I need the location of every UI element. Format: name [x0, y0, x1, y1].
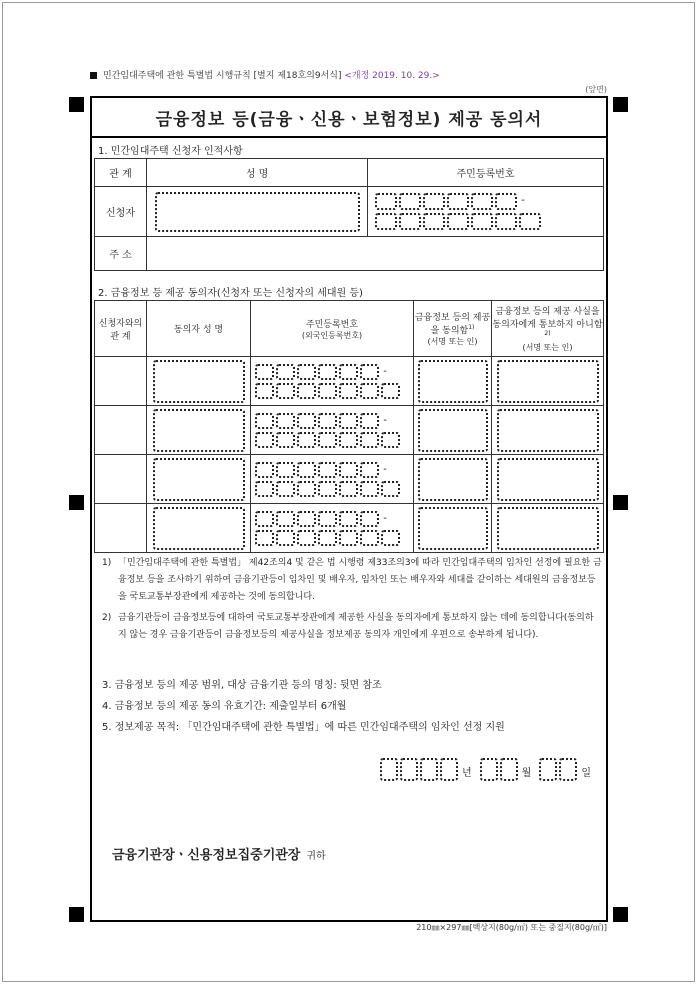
registration-mark-top-right: [613, 97, 628, 112]
rrn-digit[interactable]: [276, 364, 295, 380]
registration-mark-bottom-left: [69, 907, 84, 922]
rrn-digit[interactable]: [318, 530, 337, 546]
col-rrn: 주민등록번호: [368, 159, 604, 187]
rrn-digit[interactable]: [360, 432, 379, 448]
rrn-digit[interactable]: [255, 413, 274, 429]
consenter-row: [95, 455, 604, 504]
rrn-digit[interactable]: [255, 462, 274, 478]
rrn-digit[interactable]: [318, 462, 337, 478]
rrn-digit[interactable]: [297, 511, 316, 527]
notify-signature-field[interactable]: [497, 458, 599, 501]
applicant-table: [94, 158, 604, 271]
rrn-digit[interactable]: [360, 364, 379, 380]
rrn-digit[interactable]: [375, 193, 397, 210]
rrn-digit[interactable]: [360, 383, 379, 399]
applicant-name-cell: [147, 187, 368, 237]
day-digit[interactable]: [559, 758, 577, 781]
rrn-digit[interactable]: [471, 213, 493, 230]
note-text: 금융기관등이 금융정보등에 대하여 국토교통부장관에게 제공한 사실을 동의자에게 통보하지 않는 데에 동의합니다(동의하지 않는 경우 금융기관등이 금융정보등의 제공사실을 정보제공 동의자 개인에게 우편으로 송부하게 됩니다).: [118, 613, 594, 640]
consenter-relation-field[interactable]: [95, 357, 147, 406]
rrn-digit[interactable]: [381, 432, 400, 448]
rrn-digit[interactable]: [360, 530, 379, 546]
rrn-digit[interactable]: [360, 462, 379, 478]
col2-consent-sign: (서명 또는 인): [427, 337, 478, 346]
consenter-row: [95, 406, 604, 455]
rrn-dash: -: [383, 365, 387, 377]
rrn-digit[interactable]: [471, 193, 493, 210]
rrn-digit[interactable]: [297, 432, 316, 448]
rrn-digit[interactable]: [297, 364, 316, 380]
page-side-label: (앞면): [585, 85, 607, 94]
rrn-digit[interactable]: [297, 481, 316, 497]
rrn-digit[interactable]: [255, 432, 274, 448]
consenter-row: [95, 504, 604, 553]
rrn-digit[interactable]: [381, 481, 400, 497]
col2-rrn: 주민등록번호: [305, 319, 359, 330]
day-unit: 일: [581, 768, 592, 779]
addressee-name: 금융기관장ㆍ신용정보집중기관장: [112, 848, 301, 863]
rrn-dash: -: [383, 512, 387, 524]
col-name: 성 명: [147, 159, 368, 187]
year-digit[interactable]: [380, 758, 398, 781]
col2-notify-header: [492, 301, 604, 357]
rrn-digit[interactable]: [276, 481, 295, 497]
rrn-digit[interactable]: [339, 530, 358, 546]
addressee: [112, 844, 326, 863]
rrn-digit[interactable]: [276, 511, 295, 527]
rrn-digit[interactable]: [318, 432, 337, 448]
rrn-digit[interactable]: [297, 383, 316, 399]
note-number: 1): [102, 558, 112, 568]
col2-relation: 신청자와의 관 계: [95, 301, 147, 357]
rrn-digit[interactable]: [339, 481, 358, 497]
rrn-digit[interactable]: [339, 383, 358, 399]
consenter-relation-field[interactable]: [95, 406, 147, 455]
col2-consent-header: [414, 301, 492, 357]
applicant-rrn-cell: [368, 187, 604, 237]
year-digit[interactable]: [420, 758, 438, 781]
rrn-digit[interactable]: [297, 413, 316, 429]
rrn-digit[interactable]: [318, 383, 337, 399]
rrn-digit[interactable]: [339, 462, 358, 478]
col2-notify-sign: (서명 또는 인): [522, 343, 573, 352]
address-field[interactable]: [147, 237, 604, 271]
col2-consent-sup: 1): [468, 324, 475, 331]
rrn-digit[interactable]: [399, 213, 421, 230]
regulation-text: 민간임대주택에 관한 특별법 시행규칙 [별지 제18호의9서식]: [103, 71, 342, 81]
rrn-digit[interactable]: [360, 481, 379, 497]
consenter-relation-field[interactable]: [95, 455, 147, 504]
rrn-digit[interactable]: [318, 413, 337, 429]
rrn-digit[interactable]: [495, 213, 517, 230]
rrn-digit[interactable]: [399, 193, 421, 210]
registration-mark-mid-right: [613, 495, 628, 510]
rrn-digit[interactable]: [423, 193, 445, 210]
consent-signature-field[interactable]: [418, 507, 488, 550]
rrn-digit[interactable]: [447, 213, 469, 230]
rrn-digit[interactable]: [297, 530, 316, 546]
col2-name: 동의자 성 명: [147, 301, 251, 357]
registration-mark-bottom-right: [613, 907, 628, 922]
rrn-digit[interactable]: [255, 511, 274, 527]
rrn-digit[interactable]: [255, 364, 274, 380]
consenter-name-field[interactable]: [153, 409, 245, 452]
rrn-digit[interactable]: [360, 413, 379, 429]
rrn-digit[interactable]: [297, 462, 316, 478]
rrn-digit[interactable]: [447, 193, 469, 210]
consenter-table: [94, 300, 604, 553]
row-applicant-label: 신청자: [95, 187, 147, 237]
rrn-digit[interactable]: [495, 193, 517, 210]
rrn-digit[interactable]: [360, 511, 379, 527]
consenter-name-field[interactable]: [153, 458, 245, 501]
item-scope: 3. 금융정보 등의 제공 범위, 대상 금융기관 등의 명칭: 뒷면 참조: [102, 680, 382, 691]
section2-heading: 2. 금융정보 등 제공 동의자(신청자 또는 신청자의 세대원 등): [98, 288, 363, 299]
rrn-digit[interactable]: [276, 383, 295, 399]
registration-mark-mid-left: [69, 495, 84, 510]
col2-notify: 금융정보 등의 제공 사실을 동의자에게 통보하지 아니함: [492, 307, 603, 330]
row-address-label: 주 소: [95, 237, 147, 271]
rrn-dash: -: [521, 195, 525, 206]
rrn-digit[interactable]: [381, 530, 400, 546]
rrn-digit[interactable]: [318, 481, 337, 497]
registration-mark-top-left: [69, 97, 84, 112]
col2-rrn-sub: (외국인등록번호): [301, 330, 363, 340]
rrn-digit[interactable]: [276, 413, 295, 429]
addressee-suffix: 귀하: [306, 851, 326, 862]
rrn-digit[interactable]: [255, 383, 274, 399]
rrn-dash: -: [383, 414, 387, 426]
year-unit: 년: [462, 768, 472, 779]
col2-notify-sup: 2): [544, 330, 551, 337]
note-number: 2): [102, 613, 112, 623]
rrn-digit[interactable]: [339, 413, 358, 429]
rrn-digit[interactable]: [255, 530, 274, 546]
consent-signature-field[interactable]: [418, 458, 488, 501]
form-title: 금융정보 등(금융ㆍ신용ㆍ보험정보) 제공 동의서: [92, 98, 606, 138]
note-item: [102, 555, 602, 606]
month-digit[interactable]: [480, 758, 498, 781]
rrn-digit[interactable]: [339, 511, 358, 527]
rrn-digit[interactable]: [255, 481, 274, 497]
item-purpose: 5. 정보제공 목적: 「민간임대주택에 관한 특별법」에 따른 민간임대주택의 임차인 선정 지원: [102, 722, 505, 733]
year-digit[interactable]: [440, 758, 458, 781]
consenter-row: [95, 357, 604, 406]
rrn-digit[interactable]: [318, 364, 337, 380]
notes: [102, 555, 602, 644]
applicant-name-field[interactable]: [155, 192, 360, 232]
rrn-digit[interactable]: [375, 213, 397, 230]
rrn-digit[interactable]: [519, 213, 541, 230]
section1-heading: 1. 민간임대주택 신청자 인적사항: [98, 146, 243, 157]
item-validity: 4. 금융정보 등의 제공 동의 유효기간: 제출일부터 6개월: [102, 701, 347, 712]
consenter-name-field[interactable]: [153, 360, 245, 403]
notify-signature-field[interactable]: [497, 409, 599, 452]
bullet-icon: [90, 72, 97, 79]
col-relation: 관 계: [95, 159, 147, 187]
rrn-digit[interactable]: [276, 530, 295, 546]
consent-signature-field[interactable]: [418, 360, 488, 403]
col2-consent: 금융정보 등의 제공을 동의함: [414, 313, 491, 336]
col2-rrn-header: [251, 301, 414, 357]
rrn-digit[interactable]: [339, 364, 358, 380]
month-unit: 월: [521, 768, 532, 779]
consent-form: [90, 96, 608, 922]
note-item: [102, 610, 602, 644]
rrn-digit[interactable]: [276, 432, 295, 448]
notify-signature-field[interactable]: [497, 507, 599, 550]
consent-signature-field[interactable]: [418, 409, 488, 452]
year-digit[interactable]: [400, 758, 418, 781]
day-digit[interactable]: [539, 758, 557, 781]
date-row: [380, 758, 597, 781]
revision-text: <개정 2019. 10. 29.>: [344, 71, 440, 81]
rrn-digit[interactable]: [423, 213, 445, 230]
rrn-digit[interactable]: [339, 432, 358, 448]
form-header: [90, 68, 440, 81]
rrn-dash: -: [383, 463, 387, 475]
notify-signature-field[interactable]: [497, 360, 599, 403]
consenter-relation-field[interactable]: [95, 504, 147, 553]
note-text: 「민간임대주택에 관한 특별법」 제42조의4 및 같은 법 시행령 제33조의3에 따라 민간임대주택의 임차인 선정에 필요한 금융정보 등을 조사하기 위하여 금융기관등이 임차인 및 배우자, 임차인 또는 배우자와 세대를 같이하는 세대원의 금융정보등을 국토교통부장관에게 제공하는 것에 동의합니다.: [118, 558, 602, 602]
consenter-name-field[interactable]: [153, 507, 245, 550]
paper-spec: 210㎜×297㎜[백상지(80g/㎡) 또는 중질지(80g/㎡)]: [416, 923, 607, 932]
month-digit[interactable]: [500, 758, 518, 781]
rrn-digit[interactable]: [381, 383, 400, 399]
rrn-digit[interactable]: [276, 462, 295, 478]
rrn-digit[interactable]: [318, 511, 337, 527]
